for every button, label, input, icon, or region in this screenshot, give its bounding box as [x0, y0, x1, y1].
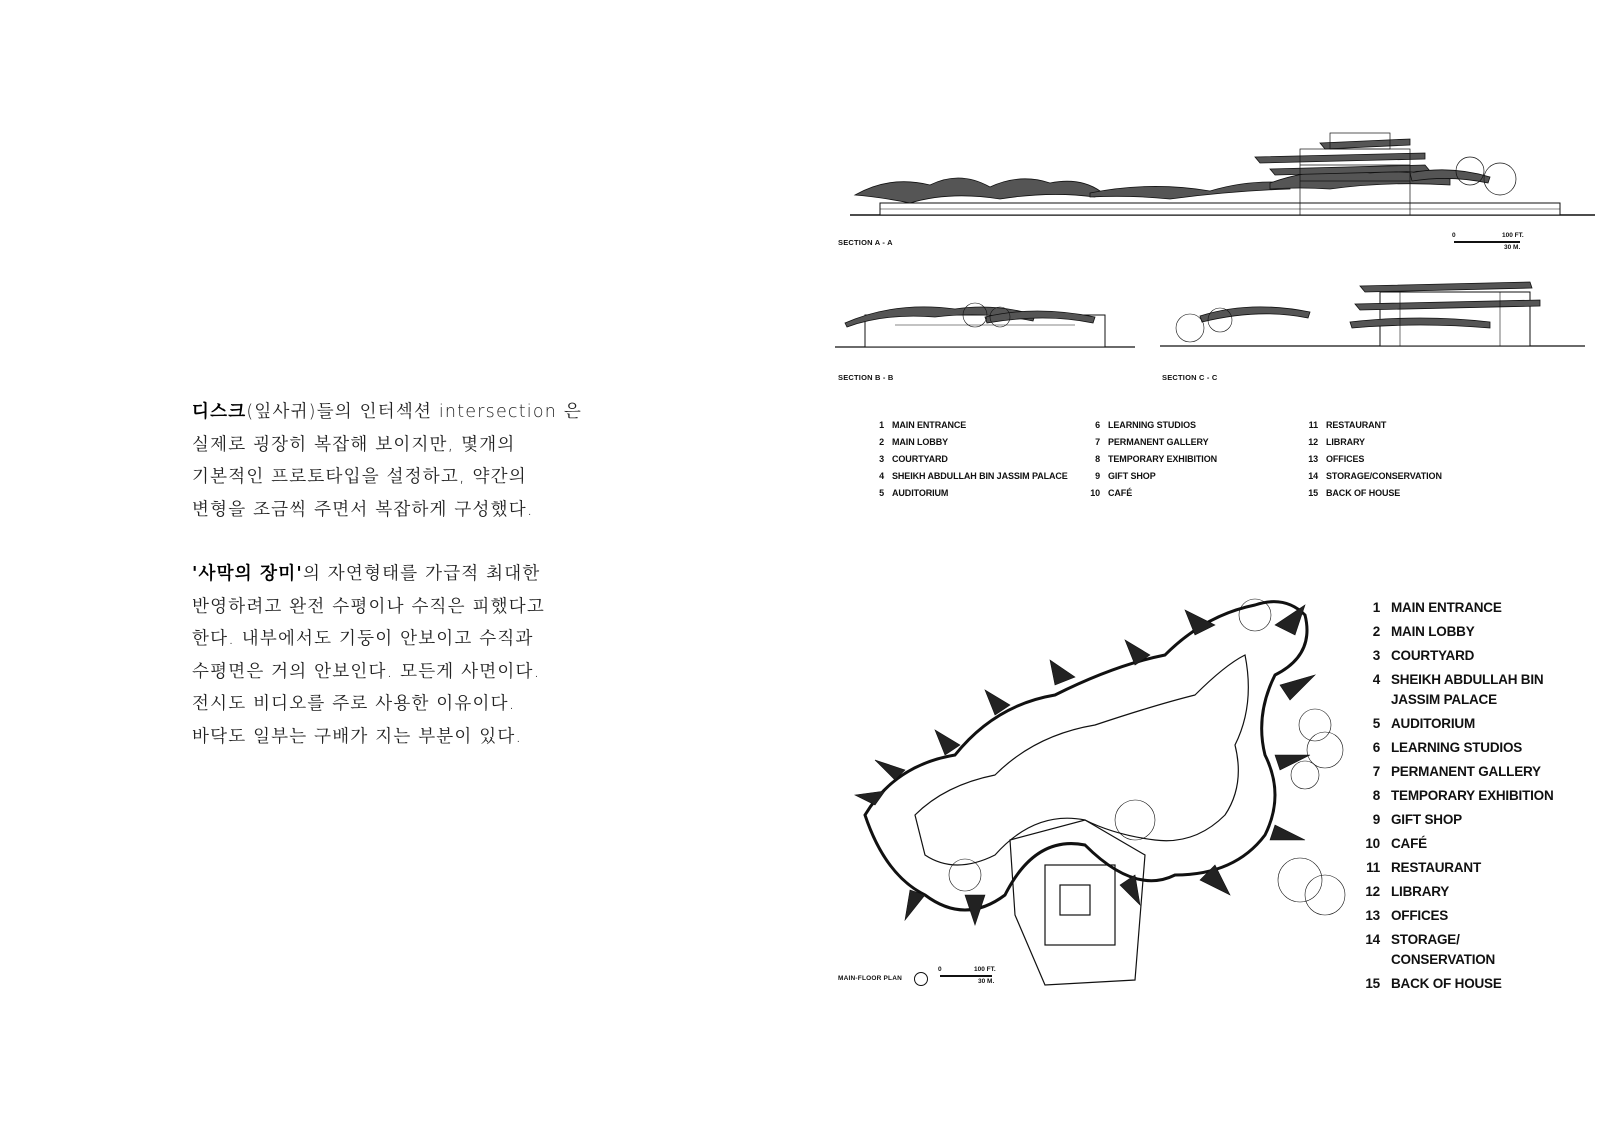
paragraph-desert-rose — [192, 558, 652, 753]
legend-item: 7 PERMANENT GALLERY — [1372, 764, 1541, 779]
legend-item: 2 MAIN LOBBY — [1372, 624, 1475, 639]
legend-item: 13 OFFICES — [1365, 908, 1449, 923]
scale-m: 30 M. — [1504, 244, 1521, 251]
text-line: 기본적인 프로토타입을 설정하고, 약간의 — [192, 467, 527, 487]
section-a-drawing — [850, 125, 1595, 225]
legend-item: 5 AUDITORIUM — [1372, 716, 1475, 731]
text-line: 실제로 굉장히 복잡해 보이지만, 몇개의 — [192, 434, 516, 455]
legend-item: 12 LIBRARY — [1365, 884, 1450, 899]
main-floor-plan-label: MAIN-FLOOR PLAN — [838, 975, 903, 982]
legend-item: 1 MAIN ENTRANCE — [1372, 600, 1502, 615]
text-line: 반영하려고 완전 수평이나 수직은 피했다고 — [192, 596, 545, 617]
section-c-label: SECTION C - C — [1162, 373, 1218, 382]
legend-item: 12 LIBRARY — [1308, 437, 1365, 447]
scale-ft: 100 FT. — [974, 966, 996, 973]
legend-item: 15 BACK OF HOUSE — [1308, 488, 1401, 498]
legend-item: 4 SHEIKH ABDULLAH BIN JASSIM PALACE — [879, 471, 1068, 481]
legend-item: 14 STORAGE/CONSERVATION — [1308, 471, 1442, 481]
text-line: 전시도 비디오를 주로 사용한 이유이다. — [192, 694, 516, 714]
text-line: '사막의 장미'의 자연형태를 가급적 최대한 — [192, 564, 541, 584]
text-line: 바닥도 일부는 구배가 지는 부분이 있다. — [192, 726, 523, 747]
text-line: 디스크(잎사귀)들의 인터섹션 intersection 은 — [192, 402, 582, 422]
legend-item: 2 MAIN LOBBY — [879, 437, 948, 447]
legend-item: 9 GIFT SHOP — [1372, 812, 1462, 827]
plan-legend — [1364, 598, 1594, 998]
scale-bar — [1454, 241, 1520, 243]
section-a-label: SECTION A - A — [838, 238, 893, 247]
scale-bar — [940, 975, 992, 977]
plan-scale — [938, 966, 1008, 990]
legend-item: 8 TEMPORARY EXHIBITION — [1372, 788, 1554, 803]
legend-item: 10 CAFÉ — [1365, 836, 1427, 851]
scale-zero: 0 — [938, 966, 942, 973]
legend-item: 5 AUDITORIUM — [879, 488, 949, 498]
scale-m: 30 M. — [978, 978, 995, 985]
section-legend — [870, 420, 1470, 510]
legend-item: 11 RESTAURANT — [1308, 420, 1387, 430]
legend-item: 6 LEARNING STUDIOS — [1372, 740, 1523, 755]
legend-item: 15 BACK OF HOUSE — [1365, 976, 1502, 991]
legend-item: 10 CAFÉ — [1090, 488, 1133, 498]
legend-item: 11 RESTAURANT — [1366, 860, 1481, 875]
section-c-drawing — [1160, 278, 1585, 358]
legend-item: 1 MAIN ENTRANCE — [879, 420, 967, 430]
plan-north-icon — [914, 972, 928, 986]
legend-item: 7 PERMANENT GALLERY — [1095, 437, 1209, 447]
section-b-drawing — [835, 295, 1135, 355]
section-a-scale — [1452, 232, 1532, 254]
legend-item: 8 TEMPORARY EXHIBITION — [1095, 454, 1218, 464]
paragraph-intersection — [192, 396, 652, 526]
scale-zero: 0 — [1452, 232, 1456, 239]
legend-item: 9 GIFT SHOP — [1095, 471, 1156, 481]
legend-item: 14 STORAGE/ CONSERVATION — [1365, 932, 1496, 967]
legend-item: 6 LEARNING STUDIOS — [1095, 420, 1196, 430]
korean-text-block — [192, 396, 652, 785]
legend-item: 13 OFFICES — [1308, 454, 1365, 464]
legend-item: 3 COURTYARD — [1372, 648, 1475, 663]
text-line: 한다. 내부에서도 기둥이 안보이고 수직과 — [192, 629, 534, 649]
scale-ft: 100 FT. — [1502, 232, 1524, 239]
legend-item: 3 COURTYARD — [879, 454, 948, 464]
text-line: 수평면은 거의 안보인다. 모든게 사면이다. — [192, 661, 541, 682]
text-line: 변형을 조금씩 주면서 복잡하게 구성했다. — [192, 499, 534, 520]
legend-item: 4 SHEIKH ABDULLAH BIN JASSIM PALACE — [1372, 672, 1544, 707]
main-floor-plan-drawing — [835, 595, 1350, 1000]
section-b-label: SECTION B - B — [838, 373, 894, 382]
